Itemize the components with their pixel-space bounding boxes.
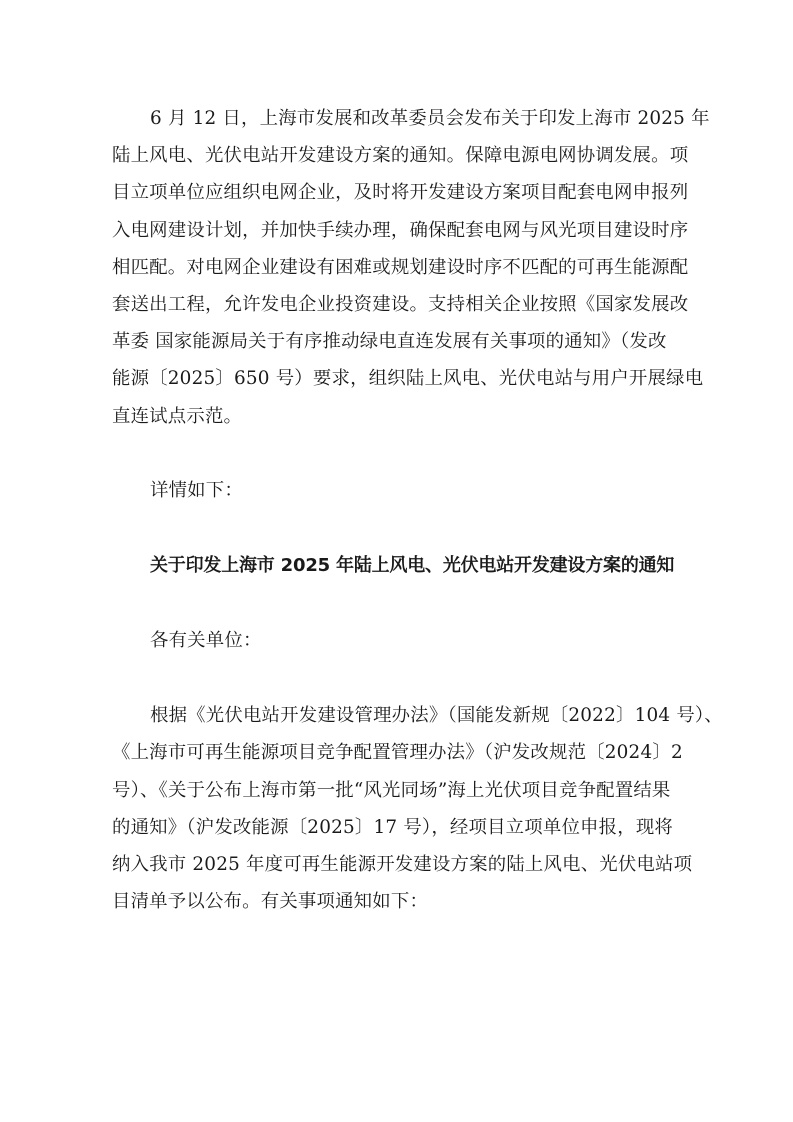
text-line: 纳入我市 2025 年度可再生能源开发建设方案的陆上风电、光伏电站项 (112, 854, 693, 875)
text-line: 6 月 12 日，上海市发展和改革委员会发布关于印发上海市 2025 年 (150, 108, 710, 129)
body-paragraph (112, 697, 723, 920)
text-line: 相匹配。对电网企业建设有困难或规划建设时序不匹配的可再生能源配 (112, 256, 689, 278)
text-line: 直连试点示范。 (112, 405, 243, 427)
salutation: 各有关单位： (150, 630, 262, 652)
document-page (112, 100, 723, 920)
text-line: 革委 国家能源局关于有序推动绿电直连发展有关事项的通知》（发改 (112, 331, 667, 353)
details-label: 详情如下： (150, 479, 243, 501)
intro-paragraph (112, 100, 710, 435)
text-line: 套送出工程，允许发电企业投资建设。支持相关企业按照《国家发展改 (112, 293, 689, 315)
text-line: 目清单予以公布。有关事项通知如下： (112, 891, 429, 913)
paragraph-spacer (112, 659, 676, 697)
text-line: 能源〔2025〕650 号）要求，组织陆上风电、光伏电站与用户开展绿电 (112, 368, 704, 390)
paragraph-spacer (112, 584, 676, 622)
paragraph-spacer (112, 435, 676, 472)
text-line: 《上海市可再生能源项目竞争配置管理办法》（沪发改规范〔2024〕2 (112, 742, 683, 764)
salutation-paragraph (112, 622, 676, 659)
notice-title: 关于印发上海市 2025 年陆上风电、光伏电站开发建设方案的通知 (150, 554, 675, 576)
notice-title-paragraph (112, 547, 676, 584)
text-line: 目立项单位应组织电网企业，及时将开发建设方案项目配套电网申报列 (112, 182, 689, 204)
text-line: 陆上风电、光伏电站开发建设方案的通知。保障电源电网协调发展。项 (112, 145, 689, 167)
text-line: 号）、《关于公布上海市第一批“风光同场”海上光伏项目竞争配置结果 (112, 779, 671, 801)
paragraph-spacer (112, 509, 676, 547)
text-line: 的通知》（沪发改能源〔2025〕17 号），经项目立项单位申报，现将 (112, 816, 673, 838)
text-line: 入电网建设计划，并加快手续办理，确保配套电网与风光项目建设时序 (112, 219, 689, 241)
text-line: 根据《光伏电站开发建设管理办法》（国能发新规〔2022〕104 号）、 (150, 705, 723, 727)
details-paragraph (112, 472, 676, 509)
